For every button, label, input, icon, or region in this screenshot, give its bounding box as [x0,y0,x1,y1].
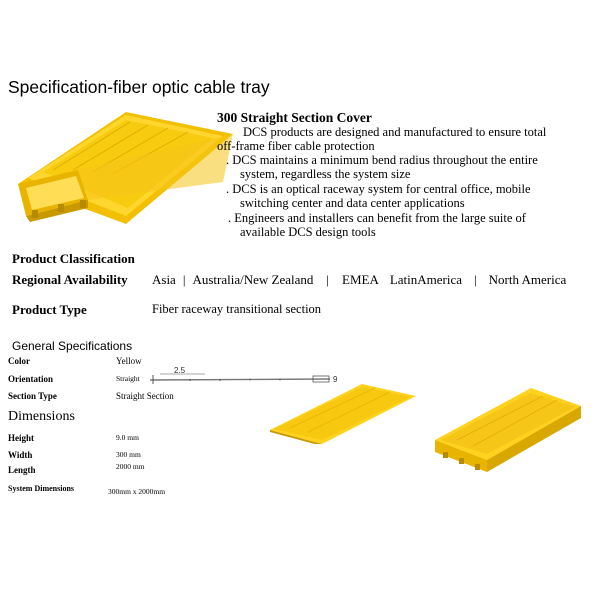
spec-label-orientation: Orientation [8,374,53,384]
feature-bullet-line: off-frame fiber cable protection [217,139,375,153]
feature-bullet-line: . Engineers and installers can benefit from the large suite of [228,211,526,225]
profile-dimension-height: 9 [333,375,338,384]
feature-bullet [228,211,526,239]
product-type-value: Fiber raceway transitional section [152,302,322,316]
feature-bullet [226,182,531,210]
dimensions-heading: Dimensions [8,409,75,424]
profile-dimension-width: 2.5 [174,366,186,375]
regional-availability-label: Regional Availability [12,272,128,287]
spec-label-section-type: Section Type [8,391,57,401]
product-classification-heading: Product Classification [12,251,135,266]
tray-base-image [435,388,581,472]
dim-label-system-dimensions: System Dimensions [8,484,75,493]
dim-value-length: 2000 mm [116,462,145,471]
feature-bullet-line: switching center and data center applications [240,196,465,210]
page-title: Specification-fiber optic cable tray [8,77,270,97]
feature-bullet-line: DCS products are designed and manufactured to ensure total [243,125,547,139]
spec-value-section-type: Straight Section [116,391,174,401]
feature-bullet-line: . DCS is an optical raceway system for central office, mobile [226,182,531,196]
dim-value-width: 300 mm [116,450,141,459]
dim-label-length: Length [8,465,36,475]
region-item: EMEA [342,272,379,287]
feature-bullet-line: system, regardless the system size [240,167,411,181]
dim-value-height: 9.0 mm [116,433,139,442]
product-type-label: Product Type [12,302,87,317]
general-specifications-heading: General Specifications [12,339,133,353]
region-item: LatinAmerica [389,272,463,287]
region-item: Asia [152,272,176,287]
dim-value-system-dimensions: 300mm x 2000mm [108,487,166,496]
spec-value-color: Yellow [116,356,142,366]
feature-bullet-line: available DCS design tools [240,225,376,239]
spec-label-color: Color [8,356,30,366]
region-list: Asia | Australia/New Zealand | EMEA LatinAmerica | North America [152,272,567,287]
dim-label-width: Width [8,450,33,460]
cover-title: 300 Straight Section Cover [217,110,372,125]
cable-tray-hero-image [18,112,233,224]
feature-bullet [226,153,538,181]
region-item: North America [488,272,567,287]
feature-bullet [217,125,546,153]
feature-bullet-line: . DCS maintains a minimum bend radius throughout the entire [226,153,538,167]
cover-panel-image [270,384,416,444]
spec-value-orientation: Straight [116,374,140,383]
region-item: Australia/New Zealand [192,272,314,287]
dim-label-height: Height [8,433,34,443]
